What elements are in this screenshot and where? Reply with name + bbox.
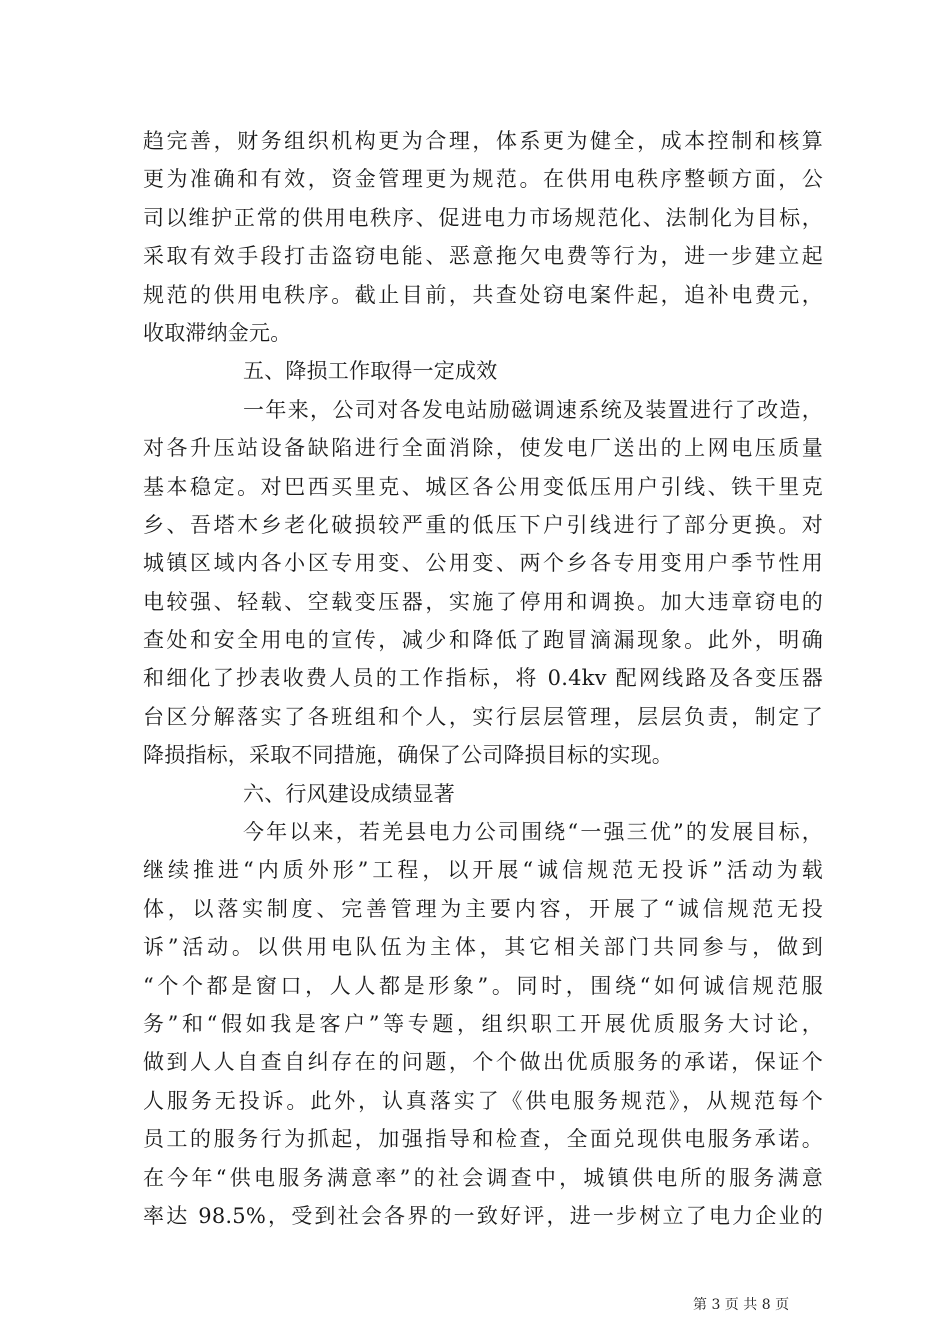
text-line: 趋完善，财务组织机构更为合理，体系更为健全，成本控制和核算	[143, 129, 823, 153]
text-line: 电较强、轻载、空载变压器，实施了停用和调换。加大违章窃电的	[143, 589, 823, 614]
section-heading: 六、行风建设成绩显著	[243, 781, 455, 806]
text-line: 降损指标，采取不同措施，确保了公司降损目标的实现。	[143, 743, 673, 768]
text-line: 继续推进“内质外形”工程，以开展“诚信规范无投诉”活动为载	[143, 858, 823, 883]
page-number: 第 3 页 共 8 页	[693, 1297, 790, 1313]
text-line: 员工的服务行为抓起，加强指导和检查，全面兑现供电服务承诺。	[143, 1127, 823, 1152]
text-line: 采取有效手段打击盗窃电能、恶意拖欠电费等行为，进一步建立起	[143, 244, 823, 269]
text-line: 规范的供用电秩序。截止目前，共查处窃电案件起，追补电费元，	[143, 282, 823, 307]
text-line: “个个都是窗口，人人都是形象”。同时，围绕“如何诚信规范服	[143, 973, 823, 998]
text-line: 乡、吾塔木乡老化破损较严重的低压下户引线进行了部分更换。对	[143, 512, 823, 537]
text-line: 对各升压站设备缺陷进行全面消除，使发电厂送出的上网电压质量	[143, 436, 823, 461]
text-line: 做到人人自查自纠存在的问题，个个做出优质服务的承诺，保证个	[143, 1050, 823, 1075]
text-line: 体，以落实制度、完善管理为主要内容，开展了“诚信规范无投	[143, 896, 823, 921]
text-line: 率达 98.5%，受到社会各界的一致好评，进一步树立了电力企业的	[143, 1203, 823, 1228]
text-line: 城镇区域内各小区专用变、公用变、两个乡各专用变用户季节性用	[143, 551, 823, 576]
text-line: 在今年“供电服务满意率”的社会调查中，城镇供电所的服务满意	[143, 1165, 823, 1190]
text-line: 基本稳定。对巴西买里克、城区各公用变低压用户引线、铁干里克	[143, 474, 823, 499]
document-body	[143, 122, 823, 1235]
text-line: 和细化了抄表收费人员的工作指标，将 0.4kv 配网线路及各变压器	[143, 666, 823, 691]
text-line: 一年来，公司对各发电站励磁调速系统及装置进行了改造，	[243, 397, 823, 422]
text-line: 人服务无投诉。此外，认真落实了《供电服务规范》，从规范每个	[143, 1088, 823, 1113]
text-line: 诉”活动。以供用电队伍为主体，其它相关部门共同参与，做到	[143, 935, 823, 960]
text-line: 台区分解落实了各班组和个人，实行层层管理，层层负责，制定了	[143, 704, 823, 729]
text-line: 今年以来，若羌县电力公司围绕“一强三优”的发展目标，	[243, 820, 823, 845]
text-line: 收取滞纳金元。	[143, 320, 292, 345]
text-line: 司以维护正常的供用电秩序、促进电力市场规范化、法制化为目标，	[143, 205, 823, 230]
section-heading: 五、降损工作取得一定成效	[243, 359, 498, 384]
text-line: 查处和安全用电的宣传，减少和降低了跑冒滴漏现象。此外，明确	[143, 628, 823, 653]
text-line: 务”和“假如我是客户”等专题，组织职工开展优质服务大讨论，	[143, 1011, 823, 1036]
text-line: 更为准确和有效，资金管理更为规范。在供用电秩序整顿方面，公	[143, 167, 823, 192]
